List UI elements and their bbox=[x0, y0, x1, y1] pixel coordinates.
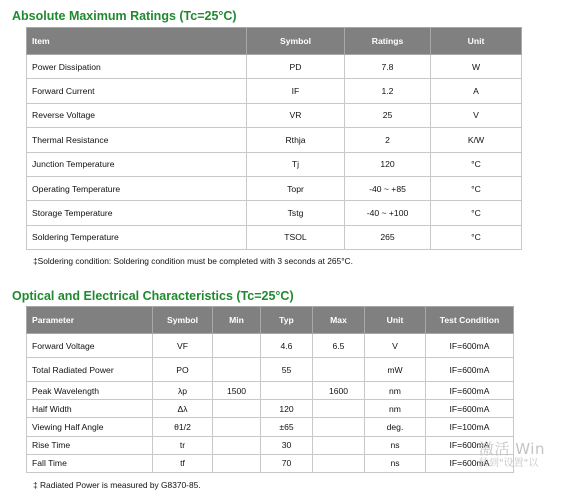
table-row bbox=[27, 152, 522, 176]
symbol-cell: Topr bbox=[247, 176, 345, 200]
test-condition-cell: IF=600mA bbox=[426, 454, 514, 472]
item-cell: Forward Current bbox=[27, 79, 247, 103]
test-condition-cell: IF=600mA bbox=[426, 358, 514, 382]
parameter-cell: Viewing Half Angle bbox=[27, 418, 153, 436]
table-row bbox=[27, 225, 522, 249]
watermark-line-2: 转到"设置"以 bbox=[479, 457, 539, 469]
watermark-line-1: 激活 Win bbox=[479, 440, 545, 458]
test-condition-cell: IF=600mA bbox=[426, 334, 514, 358]
symbol-cell: λp bbox=[153, 382, 213, 400]
table-row bbox=[27, 176, 522, 200]
ratings-cell: 25 bbox=[345, 103, 431, 127]
table-row bbox=[27, 334, 514, 358]
unit-cell: nm bbox=[365, 382, 426, 400]
unit-cell: ns bbox=[365, 454, 426, 472]
typ-cell: 55 bbox=[261, 358, 313, 382]
symbol-cell: VR bbox=[247, 103, 345, 127]
unit-cell: K/W bbox=[431, 128, 522, 152]
table-row bbox=[27, 128, 522, 152]
symbol-cell: TSOL bbox=[247, 225, 345, 249]
col-header-test-condition: Test Condition bbox=[426, 307, 514, 334]
col-header-symbol: Symbol bbox=[153, 307, 213, 334]
min-cell bbox=[213, 334, 261, 358]
optical-characteristics-table bbox=[26, 306, 514, 473]
optical-characteristics-title: Optical and Electrical Characteristics (Tc=25°C) bbox=[12, 289, 294, 303]
table-row bbox=[27, 454, 514, 472]
test-condition-cell: IF=100mA bbox=[426, 418, 514, 436]
max-cell bbox=[313, 454, 365, 472]
min-cell: 1500 bbox=[213, 382, 261, 400]
typ-cell: ±65 bbox=[261, 418, 313, 436]
soldering-note: ‡Soldering condition: Soldering condition must be completed with 3 seconds at 265°C. bbox=[33, 256, 353, 266]
item-cell: Thermal Resistance bbox=[27, 128, 247, 152]
unit-cell: V bbox=[431, 103, 522, 127]
parameter-cell: Total Radiated Power bbox=[27, 358, 153, 382]
table-row bbox=[27, 201, 522, 225]
unit-cell: nm bbox=[365, 400, 426, 418]
col-header-min: Min bbox=[213, 307, 261, 334]
item-cell: Power Dissipation bbox=[27, 55, 247, 79]
parameter-cell: Half Width bbox=[27, 400, 153, 418]
absolute-max-ratings-title: Absolute Maximum Ratings (Tc=25°C) bbox=[12, 9, 237, 23]
col-header-symbol: Symbol bbox=[247, 28, 345, 55]
max-cell bbox=[313, 418, 365, 436]
unit-cell: °C bbox=[431, 176, 522, 200]
item-cell: Storage Temperature bbox=[27, 201, 247, 225]
symbol-cell: Tstg bbox=[247, 201, 345, 225]
test-condition-cell: IF=600mA bbox=[426, 400, 514, 418]
test-condition-cell: IF=600mA bbox=[426, 436, 514, 454]
unit-cell: mW bbox=[365, 358, 426, 382]
col-header-parameter: Parameter bbox=[27, 307, 153, 334]
typ-cell bbox=[261, 382, 313, 400]
symbol-cell: θ1/2 bbox=[153, 418, 213, 436]
table-header-row bbox=[27, 307, 514, 334]
max-cell: 6.5 bbox=[313, 334, 365, 358]
symbol-cell: tf bbox=[153, 454, 213, 472]
col-header-max: Max bbox=[313, 307, 365, 334]
min-cell bbox=[213, 454, 261, 472]
item-cell: Operating Temperature bbox=[27, 176, 247, 200]
ratings-cell: -40 ~ +85 bbox=[345, 176, 431, 200]
symbol-cell: IF bbox=[247, 79, 345, 103]
table-row bbox=[27, 55, 522, 79]
symbol-cell: Rthja bbox=[247, 128, 345, 152]
ratings-cell: 7.8 bbox=[345, 55, 431, 79]
table-row bbox=[27, 418, 514, 436]
max-cell bbox=[313, 400, 365, 418]
typ-cell: 4.6 bbox=[261, 334, 313, 358]
table-row bbox=[27, 400, 514, 418]
ratings-cell: 2 bbox=[345, 128, 431, 152]
col-header-unit: Unit bbox=[365, 307, 426, 334]
absolute-max-ratings-table bbox=[26, 27, 522, 250]
symbol-cell: tr bbox=[153, 436, 213, 454]
table-row bbox=[27, 103, 522, 127]
item-cell: Soldering Temperature bbox=[27, 225, 247, 249]
col-header-unit: Unit bbox=[431, 28, 522, 55]
symbol-cell: Tj bbox=[247, 152, 345, 176]
table-row bbox=[27, 382, 514, 400]
activation-watermark bbox=[479, 441, 545, 469]
max-cell bbox=[313, 358, 365, 382]
unit-cell: °C bbox=[431, 225, 522, 249]
item-cell: Reverse Voltage bbox=[27, 103, 247, 127]
table-row bbox=[27, 79, 522, 103]
ratings-cell: 1.2 bbox=[345, 79, 431, 103]
test-condition-cell: IF=600mA bbox=[426, 382, 514, 400]
symbol-cell: VF bbox=[153, 334, 213, 358]
ratings-cell: 120 bbox=[345, 152, 431, 176]
table-row bbox=[27, 358, 514, 382]
item-cell: Junction Temperature bbox=[27, 152, 247, 176]
parameter-cell: Peak Wavelength bbox=[27, 382, 153, 400]
unit-cell: °C bbox=[431, 201, 522, 225]
parameter-cell: Rise Time bbox=[27, 436, 153, 454]
symbol-cell: PD bbox=[247, 55, 345, 79]
table-header-row bbox=[27, 28, 522, 55]
unit-cell: deg. bbox=[365, 418, 426, 436]
unit-cell: V bbox=[365, 334, 426, 358]
col-header-ratings: Ratings bbox=[345, 28, 431, 55]
parameter-cell: Forward Voltage bbox=[27, 334, 153, 358]
ratings-cell: -40 ~ +100 bbox=[345, 201, 431, 225]
symbol-cell: PO bbox=[153, 358, 213, 382]
unit-cell: W bbox=[431, 55, 522, 79]
symbol-cell: Δλ bbox=[153, 400, 213, 418]
min-cell bbox=[213, 358, 261, 382]
radiated-power-note: ‡ Radiated Power is measured by G8370-85. bbox=[33, 480, 201, 490]
table-row bbox=[27, 436, 514, 454]
col-header-typ: Typ bbox=[261, 307, 313, 334]
col-header-item: Item bbox=[27, 28, 247, 55]
unit-cell: A bbox=[431, 79, 522, 103]
ratings-cell: 265 bbox=[345, 225, 431, 249]
typ-cell: 70 bbox=[261, 454, 313, 472]
typ-cell: 30 bbox=[261, 436, 313, 454]
unit-cell: °C bbox=[431, 152, 522, 176]
min-cell bbox=[213, 418, 261, 436]
min-cell bbox=[213, 436, 261, 454]
unit-cell: ns bbox=[365, 436, 426, 454]
max-cell bbox=[313, 436, 365, 454]
max-cell: 1600 bbox=[313, 382, 365, 400]
typ-cell: 120 bbox=[261, 400, 313, 418]
parameter-cell: Fall Time bbox=[27, 454, 153, 472]
min-cell bbox=[213, 400, 261, 418]
